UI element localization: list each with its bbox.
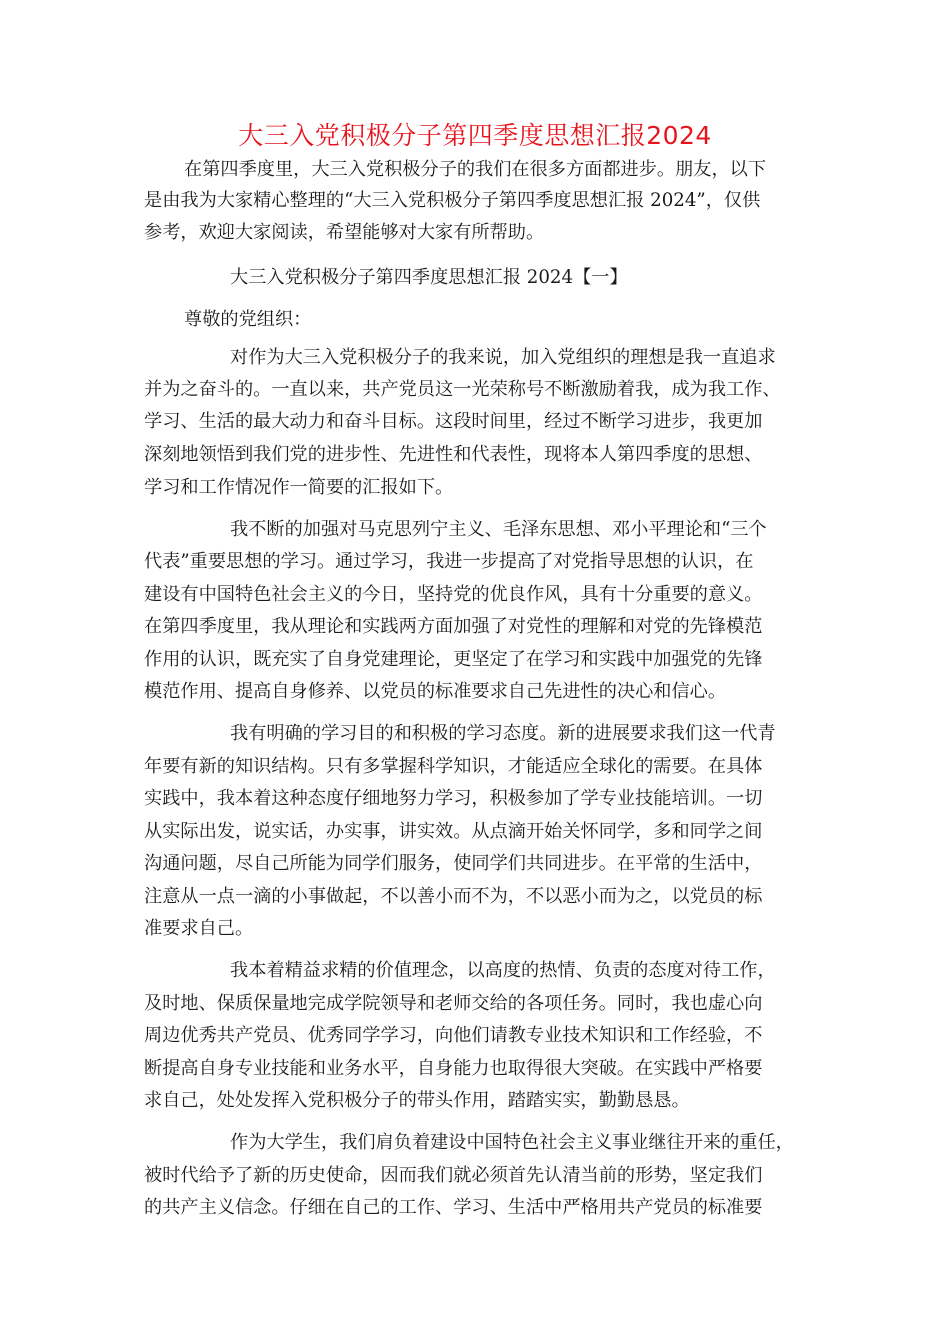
paragraph-line: 被时代给予了新的历史使命，因而我们就必须首先认清当前的形势，坚定我们 <box>144 1165 763 1186</box>
paragraph-line: 建设有中国特色社会主义的今日，坚持党的优良作风，具有十分重要的意义。 <box>144 584 763 605</box>
paragraph-line: 及时地、保质保量地完成学院领导和老师交给的各项任务。同时，我也虚心向 <box>144 993 763 1014</box>
salutation: 尊敬的党组织： <box>184 309 312 330</box>
paragraph-line: 模范作用、提高自身修养、以党员的标准要求自己先进性的决心和信心。 <box>144 681 727 702</box>
paragraph-line: 准要求自己。 <box>144 918 254 939</box>
paragraph-line: 周边优秀共产党员、优秀同学学习，向他们请教专业技术知识和工作经验，不 <box>144 1025 763 1046</box>
intro-line: 在第四季度里，大三入党积极分子的我们在很多方面都进步。朋友，以下 <box>184 159 767 180</box>
paragraph-line: 注意从一点一滴的小事做起，不以善小而不为，不以恶小而为之，以党员的标 <box>144 886 763 907</box>
paragraph-line: 作用的认识，既充实了自身党建理论，更坚定了在学习和实践中加强党的先锋 <box>144 649 763 670</box>
intro-line: 参考，欢迎大家阅读，希望能够对大家有所帮助。 <box>144 222 545 243</box>
paragraph-line: 学习和工作情况作一简要的汇报如下。 <box>144 477 454 498</box>
paragraph-line: 作为大学生，我们肩负着建设中国特色社会主义事业继往开来的重任， <box>230 1132 794 1153</box>
paragraph-line: 年要有新的知识结构。只有多掌握科学知识，才能适应全球化的需要。在具体 <box>144 756 763 777</box>
paragraph-line: 实践中，我本着这种态度仔细地努力学习，积极参加了学专业技能培训。一切 <box>144 788 763 809</box>
paragraph-line: 断提高自身专业技能和业务水平，自身能力也取得很大突破。在实践中严格要 <box>144 1058 763 1079</box>
paragraph-line: 从实际出发，说实话，办实事，讲实效。从点滴开始关怀同学，多和同学之间 <box>144 821 763 842</box>
paragraph-line: 我有明确的学习目的和积极的学习态度。新的进展要求我们这一代青 <box>230 723 776 744</box>
document-title: 大三入党积极分子第四季度思想汇报2024 <box>238 121 712 150</box>
paragraph-line: 沟通问题，尽自己所能为同学们服务，使同学们共同进步。在平常的生活中， <box>144 853 763 874</box>
paragraph-line: 在第四季度里，我从理论和实践两方面加强了对党性的理解和对党的先锋模范 <box>144 616 763 637</box>
paragraph-line: 深刻地领悟到我们党的进步性、先进性和代表性，现将本人第四季度的思想、 <box>144 444 763 465</box>
paragraph-line: 我不断的加强对马克思列宁主义、毛泽东思想、邓小平理论和“三个 <box>230 519 767 540</box>
section-heading: 大三入党积极分子第四季度思想汇报 2024【一】 <box>230 267 628 288</box>
paragraph-line: 并为之奋斗的。一直以来，共产党员这一光荣称号不断激励着我，成为我工作、 <box>144 379 781 400</box>
paragraph-line: 对作为大三入党积极分子的我来说，加入党组织的理想是我一直追求 <box>230 347 776 368</box>
paragraph-line: 求自己，处处发挥入党积极分子的带头作用，踏踏实实，勤勤恳恳。 <box>144 1090 690 1111</box>
paragraph-line: 代表”重要思想的学习。通过学习，我进一步提高了对党指导思想的认识，在 <box>144 551 754 572</box>
paragraph-line: 学习、生活的最大动力和奋斗目标。这段时间里，经过不断学习进步，我更加 <box>144 411 763 432</box>
intro-line: 是由我为大家精心整理的“大三入党积极分子第四季度思想汇报 2024”，仅供 <box>144 190 761 211</box>
paragraph-line: 的共产主义信念。仔细在自己的工作、学习、生活中严格用共产党员的标准要 <box>144 1197 763 1218</box>
paragraph-line: 我本着精益求精的价值理念，以高度的热情、负责的态度对待工作， <box>230 960 776 981</box>
